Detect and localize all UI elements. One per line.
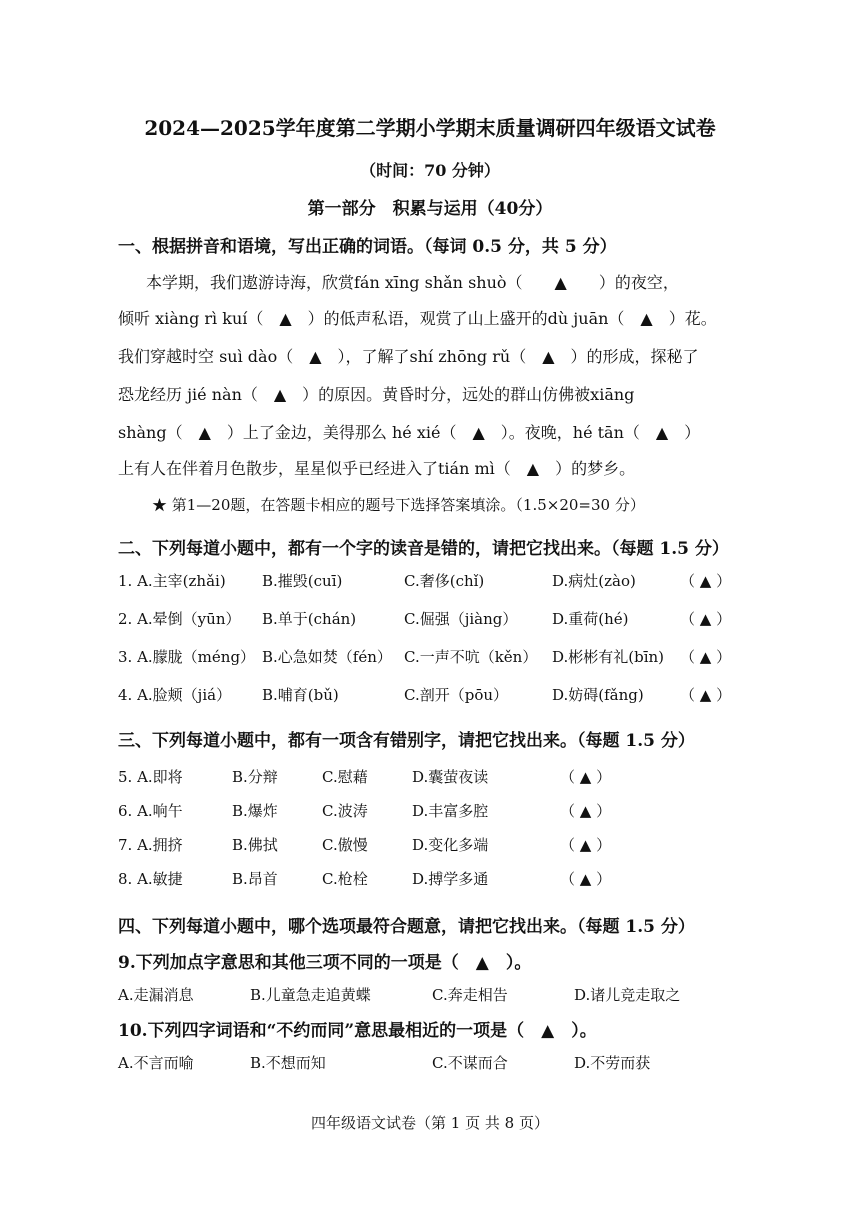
option-b: B.摧毁(cuī) <box>262 572 343 590</box>
section1-line-2: 倾听 xiàng rì kuí（ ▲ ）的低声私语，观赏了山上盛开的dù juān（ ▲ ）花。 <box>118 309 717 328</box>
part-heading: 第一部分 积累与运用（40分） <box>307 199 553 219</box>
option-b: B.心急如焚（fén） <box>262 648 392 666</box>
question-9-stem: 9.下列加点字意思和其他三项不同的一项是（ ▲ ）。 <box>118 953 532 973</box>
section4-heading: 四、下列每道小题中，哪个选项最符合题意，请把它找出来。（每题 1.5 分） <box>118 917 695 937</box>
section1-line-1: 本学期，我们遨游诗海，欣赏fán xīng shǎn shuò（ ▲ ）的夜空， <box>130 273 679 292</box>
option-d: D.诸儿竞走取之 <box>574 986 681 1004</box>
option-c: C.一声不吭（kěn） <box>404 648 538 666</box>
answer-blank: （ ▲ ） <box>560 802 612 820</box>
section1-line-6: 上有人在伴着月色散步，星星似乎已经进入了tián mì（ ▲ ）的梦乡。 <box>118 459 636 478</box>
option-a: A.走漏消息 <box>118 986 194 1004</box>
option-b: B.哺育(bǔ) <box>262 686 339 704</box>
option-d: D.病灶(zào) <box>552 572 636 590</box>
option-c: C.剖开（pōu） <box>404 686 509 704</box>
section1-line-5: shàng（ ▲ ）上了金边，美得那么 hé xié（ ▲ ）。夜晚，hé tān（ ▲ ） <box>118 423 701 442</box>
answer-blank: （ ▲ ） <box>560 870 612 888</box>
option-c: C.奔走相告 <box>432 986 508 1004</box>
section1-line-4: 恐龙经历 jié nàn（ ▲ ）的原因。黄昏时分，远处的群山仿佛被xiāng <box>118 385 635 404</box>
option-d: D.搏学多通 <box>412 870 489 888</box>
option-b: B.爆炸 <box>232 802 278 820</box>
section3-heading: 三、下列每道小题中，都有一项含有错别字，请把它找出来。（每题 1.5 分） <box>118 731 695 751</box>
option-b: B.昂首 <box>232 870 278 888</box>
question-10-stem: 10.下列四字词语和“不约而同”意思最相近的一项是（ ▲ ）。 <box>118 1021 597 1041</box>
option-a: 4. A.脸颊（jiá） <box>118 686 232 704</box>
answer-card-note: ★ 第1—20题，在答题卡相应的题号下选择答案填涂。（1.5×20=30 分） <box>152 496 645 514</box>
option-c: C.倔强（jiàng） <box>404 610 518 628</box>
option-d: D.妨碍(fǎng) <box>552 686 644 704</box>
option-d: D.不劳而获 <box>574 1054 651 1072</box>
option-b: B.佛拭 <box>232 836 278 854</box>
option-b: B.单于(chán) <box>262 610 357 628</box>
section1-line-3: 我们穿越时空 suì dào（ ▲ ），了解了shí zhōng rǔ（ ▲ ）的形成，探秘了 <box>118 347 699 366</box>
option-a: 1. A.主宰(zhǎi) <box>118 572 226 590</box>
option-d: D.彬彬有礼(bīn) <box>552 648 665 666</box>
page-footer: 四年级语文试卷（第 1 页 共 8 页） <box>311 1114 549 1132</box>
answer-blank: （ ▲ ） <box>560 768 612 786</box>
option-d: D.丰富多腔 <box>412 802 489 820</box>
answer-blank: （ ▲ ） <box>680 648 732 666</box>
option-c: C.不谋而合 <box>432 1054 508 1072</box>
option-d: D.重荷(hé) <box>552 610 629 628</box>
answer-blank: （ ▲ ） <box>680 686 732 704</box>
option-d: D.变化多端 <box>412 836 489 854</box>
option-c: C.傲慢 <box>322 836 368 854</box>
section1-heading: 一、根据拼音和语境，写出正确的词语。（每词 0.5 分，共 5 分） <box>118 237 617 257</box>
option-d: D.囊萤夜读 <box>412 768 489 786</box>
option-a: 7. A.拥挤 <box>118 836 183 854</box>
option-c: C.慰藉 <box>322 768 368 786</box>
option-b: B.儿童急走追黄蝶 <box>250 986 371 1004</box>
answer-blank: （ ▲ ） <box>680 610 732 628</box>
answer-blank: （ ▲ ） <box>560 836 612 854</box>
answer-blank: （ ▲ ） <box>680 572 732 590</box>
option-b: B.不想而知 <box>250 1054 326 1072</box>
section2-heading: 二、下列每道小题中，都有一个字的读音是错的，请把它找出来。（每题 1.5 分） <box>118 539 729 559</box>
option-a: A.不言而喻 <box>118 1054 194 1072</box>
option-a: 2. A.晕倒（yūn） <box>118 610 241 628</box>
option-a: 3. A.朦胧（méng） <box>118 648 256 666</box>
option-c: C.波涛 <box>322 802 368 820</box>
option-a: 8. A.敏捷 <box>118 870 183 888</box>
option-c: C.奢侈(chǐ) <box>404 572 485 590</box>
option-c: C.枪栓 <box>322 870 368 888</box>
page-title: 2024—2025学年度第二学期小学期末质量调研四年级语文试卷 <box>144 116 716 140</box>
option-a: 6. A.响午 <box>118 802 183 820</box>
exam-time: （时间：70 分钟） <box>360 161 500 180</box>
option-a: 5. A.即将 <box>118 768 183 786</box>
option-b: B.分辩 <box>232 768 278 786</box>
